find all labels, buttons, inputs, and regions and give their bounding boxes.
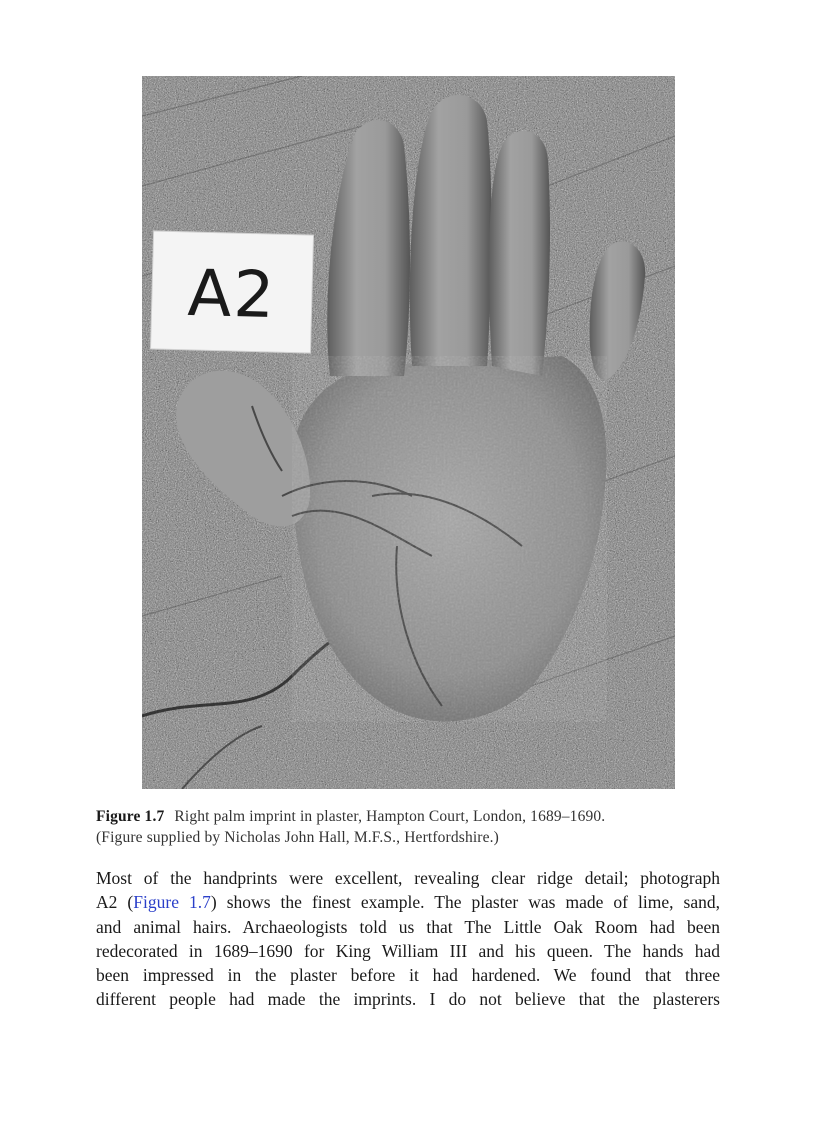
figure-reference-link[interactable]: Figure 1.7 [133, 892, 211, 913]
body-paragraph [96, 866, 720, 1012]
paragraph-line [96, 890, 720, 914]
paragraph-line: and animal hairs. Archaeologists told us that The Little Oak Room had been [96, 916, 720, 937]
figure-photograph [142, 76, 675, 789]
paragraph-line: redecorated in 1689–1690 for King William III and his queen. The hands had [96, 940, 720, 961]
paragraph-line: Most of the handprints were excellent, revealing clear ridge detail; photograph [96, 868, 720, 888]
line-text: ) shows the finest example. The plaster was made of lime, sand, [210, 892, 720, 913]
paragraph-line: been impressed in the plaster before it had hardened. We found that three [96, 965, 720, 986]
paragraph-line: different people had made the imprints. I do not believe that the plasterers [96, 989, 720, 1010]
figure-caption [96, 806, 722, 848]
label-card-text: A2 [186, 256, 278, 334]
caption-credit: (Figure supplied by Nicholas John Hall, M.F.S., Hertfordshire.) [96, 829, 499, 846]
caption-text: Right palm imprint in plaster, Hampton Court, London, 1689–1690. [174, 808, 606, 825]
figure-label: Figure 1.7 [96, 808, 165, 825]
line-text: A2 ( [96, 892, 134, 913]
handprint-photo [142, 76, 675, 789]
label-card [151, 231, 314, 353]
